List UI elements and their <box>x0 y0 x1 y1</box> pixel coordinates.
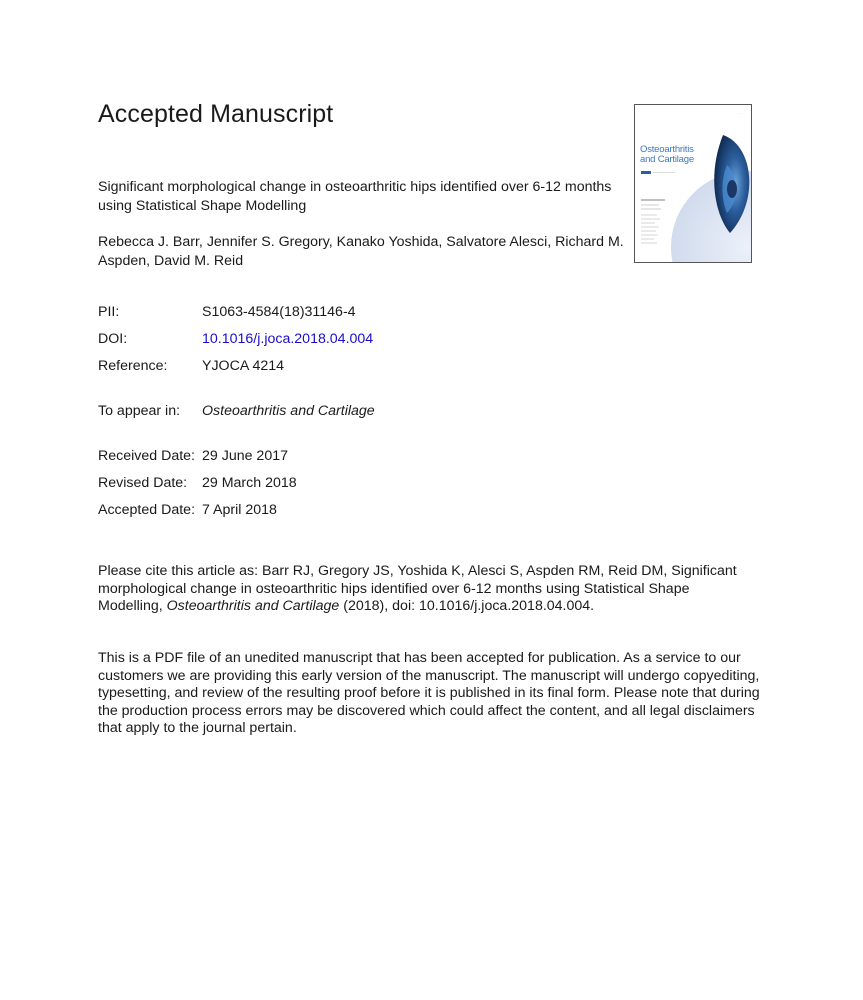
manuscript-notice: This is a PDF file of an unedited manuscript that has been accepted for publication. As a service to our customers we are providing this early version of the manuscript. The manuscript will undergo copyediting, typesetting, and review of the resulting proof before it is published in its final form. Please note that during the production process errors may be discovered which could affect the content, and all legal disclaimers that apply to the journal pertain. <box>98 650 760 736</box>
revised-date-label: Revised Date: <box>98 475 188 491</box>
revised-date-value: 29 March 2018 <box>202 475 297 491</box>
journal-name: Osteoarthritis and Cartilage <box>202 403 375 419</box>
received-date-value: 29 June 2017 <box>202 448 288 464</box>
author-list: Rebecca J. Barr, Jennifer S. Gregory, Kanako Yoshida, Salvatore Alesci, Richard M. Aspden, David M. Reid <box>98 234 624 269</box>
cover-artwork <box>635 105 752 263</box>
journal-cover-image <box>634 104 752 263</box>
doi-link[interactable]: 10.1016/j.joca.2018.04.004 <box>202 331 374 347</box>
reference-value: YJOCA 4214 <box>202 358 285 374</box>
doi-row <box>98 330 373 348</box>
page-heading: Accepted Manuscript <box>98 100 334 128</box>
cover-title-line1: Osteoarthritis <box>640 144 694 155</box>
accepted-date-value: 7 April 2018 <box>202 502 277 518</box>
reference-label: Reference: <box>98 358 168 374</box>
citation-journal: Osteoarthritis and Cartilage <box>166 598 340 614</box>
pii-value: S1063-4584(18)31146-4 <box>202 304 356 320</box>
svg-text:....: .... <box>739 111 743 115</box>
accepted-date-row <box>98 501 277 519</box>
pii-label: PII: <box>98 304 120 320</box>
reference-row <box>98 357 284 375</box>
accepted-date-label: Accepted Date: <box>98 502 196 518</box>
revised-date-row <box>98 474 297 492</box>
pii-row <box>98 303 356 321</box>
citation-text-part2: (2018), doi: 10.1016/j.joca.2018.04.004. <box>339 598 595 614</box>
cover-title-line2: and Cartilage <box>640 154 694 165</box>
received-date-row <box>98 447 288 465</box>
appear-in-label: To appear in: <box>98 403 181 419</box>
article-title: Significant morphological change in osteoarthritic hips identified over 6-12 months using Statistical Shape Modelling <box>98 179 612 214</box>
citation-text-part1: Please cite this article as: Barr RJ, Gregory JS, Yoshida K, Alesci S, Aspden RM, Reid DM, Significant morphological change in osteoarthritic hips identified over 6-12 months using Statistical Shape Modelling, <box>98 563 737 614</box>
citation-paragraph <box>98 563 758 616</box>
appear-in-row <box>98 402 375 420</box>
cover-journal-title <box>640 145 694 165</box>
doi-label: DOI: <box>98 331 128 347</box>
received-date-label: Received Date: <box>98 448 195 464</box>
